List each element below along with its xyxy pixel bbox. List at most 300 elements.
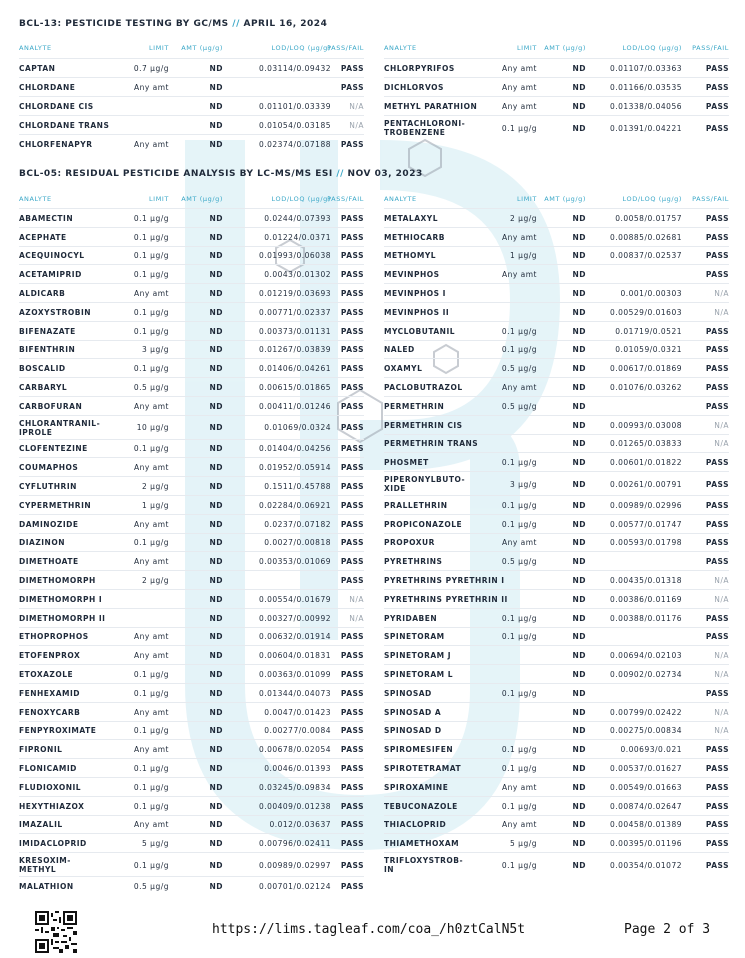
- limit-value: 3 µg/g: [142, 345, 169, 355]
- table-row: [384, 645, 729, 665]
- table-row: [384, 758, 729, 778]
- table-row: [384, 227, 729, 247]
- amount-value: ND: [572, 420, 586, 430]
- pass-fail-status: PASS: [340, 213, 364, 223]
- lod-loq-value: 0.00874/0.02647: [609, 801, 682, 811]
- lod-loq-value: 0.00409/0.01238: [258, 801, 331, 811]
- amount-value: ND: [572, 326, 586, 336]
- amount-value: ND: [572, 213, 586, 223]
- lod-loq-value: 0.01391/0.04221: [609, 123, 682, 133]
- analyte-name: CHLORANTRANIL- IPROLE: [19, 418, 101, 437]
- analyte-name: SPINETORAM L: [384, 670, 454, 680]
- lod-loq-value: 0.00549/0.01663: [609, 782, 682, 792]
- amount-value: ND: [209, 140, 223, 149]
- analyte-name: PHOSMET: [384, 458, 429, 468]
- amount-value: ND: [209, 326, 223, 336]
- analyte-name: TEBUCONAZOLE: [384, 801, 458, 811]
- lod-loq-value: 0.01069/0.0324: [264, 423, 331, 433]
- table-row: [19, 758, 364, 778]
- amount-value: ND: [209, 782, 223, 792]
- amount-value: ND: [209, 613, 223, 623]
- analyte-name: DICHLORVOS: [384, 83, 444, 92]
- amount-value: ND: [572, 576, 586, 586]
- pass-fail-status: PASS: [705, 345, 729, 355]
- pass-fail-status: PASS: [340, 463, 364, 473]
- table-row: [19, 396, 364, 416]
- analyte-name: IMAZALIL: [19, 820, 63, 830]
- pass-fail-status: PASS: [340, 670, 364, 680]
- limit-value: Any amt: [133, 745, 169, 755]
- lod-loq-value: 0.01166/0.03535: [609, 83, 682, 92]
- pass-fail-status: PASS: [340, 782, 364, 792]
- pass-fail-status: N/A: [349, 121, 364, 130]
- pass-fail-status: PASS: [705, 613, 729, 623]
- limit-value: Any amt: [133, 83, 169, 92]
- analyte-name: MEVINPHOS: [384, 270, 440, 280]
- amount-value: ND: [572, 651, 586, 661]
- analyte-name: PIPERONYLBUTO- XIDE: [384, 475, 466, 494]
- limit-value: 0.1 µg/g: [501, 860, 537, 870]
- amount-value: ND: [572, 820, 586, 830]
- amount-value: ND: [572, 557, 586, 567]
- column-header-pf: PASS/FAIL: [327, 44, 364, 52]
- table-row: [384, 664, 729, 684]
- limit-value: 5 µg/g: [510, 839, 537, 849]
- pass-fail-status: PASS: [340, 383, 364, 393]
- amount-value: ND: [572, 123, 586, 133]
- table-row: [19, 551, 364, 571]
- limit-value: 0.1 µg/g: [133, 364, 169, 374]
- pass-fail-status: PASS: [705, 557, 729, 567]
- analyte-name: PYRETHRINS: [384, 557, 443, 567]
- amount-value: ND: [572, 458, 586, 468]
- amount-value: ND: [572, 707, 586, 717]
- table-row: [19, 321, 364, 341]
- table-row: [384, 340, 729, 360]
- analyte-name: DIMETHOATE: [19, 557, 79, 567]
- pass-fail-status: N/A: [714, 670, 729, 680]
- analyte-name: ACEQUINOCYL: [19, 251, 85, 261]
- table-row: [384, 608, 729, 628]
- pass-fail-status: PASS: [340, 364, 364, 374]
- pass-fail-status: PASS: [340, 140, 364, 149]
- amount-value: ND: [209, 213, 223, 223]
- analyte-name: BIFENTHRIN: [19, 345, 76, 355]
- pass-fail-status: PASS: [340, 423, 364, 433]
- lod-loq-value: 0.01219/0.03693: [258, 289, 331, 299]
- table-row: [384, 627, 729, 647]
- table-row: [384, 264, 729, 284]
- pass-fail-status: N/A: [349, 102, 364, 111]
- analyte-name: THIAMETHOXAM: [384, 839, 460, 849]
- pass-fail-status: N/A: [714, 594, 729, 604]
- table-row: [19, 246, 364, 266]
- table-row: [19, 514, 364, 534]
- table-row: [384, 721, 729, 741]
- table-row: [384, 815, 729, 835]
- analyte-name: METALAXYL: [384, 213, 439, 223]
- lod-loq-value: 0.0027/0.00818: [264, 538, 331, 548]
- pass-fail-status: N/A: [714, 289, 729, 299]
- table-row: [19, 340, 364, 360]
- table-row: [19, 495, 364, 515]
- amount-value: ND: [209, 801, 223, 811]
- column-header-limit: LIMIT: [516, 44, 537, 52]
- limit-value: Any amt: [501, 102, 537, 111]
- table-row: [384, 77, 729, 97]
- limit-value: 0.1 µg/g: [133, 444, 169, 454]
- lod-loq-value: 0.00327/0.00992: [258, 613, 331, 623]
- amount-value: ND: [209, 632, 223, 642]
- analyte-name: SPINOSAD: [384, 688, 432, 698]
- amount-value: ND: [209, 289, 223, 299]
- lod-loq-value: 0.00353/0.01069: [258, 557, 331, 567]
- table-row: [384, 683, 729, 703]
- pass-fail-status: PASS: [340, 538, 364, 548]
- lod-loq-value: 0.01059/0.0321: [615, 345, 682, 355]
- pass-fail-status: PASS: [340, 688, 364, 698]
- lod-loq-value: 0.00632/0.01914: [258, 632, 331, 642]
- table-row: [19, 570, 364, 590]
- pass-fail-status: PASS: [340, 519, 364, 529]
- limit-value: Any amt: [133, 140, 169, 149]
- pass-fail-status: PASS: [340, 820, 364, 830]
- lod-loq-value: 0.01107/0.03363: [609, 64, 682, 73]
- amount-value: ND: [572, 289, 586, 299]
- analyte-name: METHOMYL: [384, 251, 437, 261]
- amount-value: ND: [209, 839, 223, 849]
- analyte-name: DIMETHOMORPH II: [19, 613, 106, 623]
- lod-loq-value: 0.00771/0.02337: [258, 307, 331, 317]
- lod-loq-value: 0.00694/0.02103: [609, 651, 682, 661]
- amount-value: ND: [209, 463, 223, 473]
- table-row: [384, 415, 729, 435]
- pass-fail-status: PASS: [705, 820, 729, 830]
- limit-value: 0.1 µg/g: [133, 782, 169, 792]
- lod-loq-value: 0.00277/0.0084: [264, 726, 331, 736]
- pass-fail-status: PASS: [340, 345, 364, 355]
- table-row: [384, 115, 729, 140]
- limit-value: Any amt: [501, 782, 537, 792]
- lod-loq-value: 0.03114/0.09432: [258, 64, 331, 73]
- table-row: [384, 551, 729, 571]
- table-row: [384, 246, 729, 266]
- amount-value: ND: [572, 232, 586, 242]
- pass-fail-status: PASS: [340, 881, 364, 891]
- analyte-name: SPIROXAMINE: [384, 782, 449, 792]
- amount-value: ND: [209, 519, 223, 529]
- amount-value: ND: [572, 251, 586, 261]
- lod-loq-value: 0.00363/0.01099: [258, 670, 331, 680]
- analyte-name: PERMETHRIN CIS: [384, 420, 463, 430]
- column-header-pf: PASS/FAIL: [692, 44, 729, 52]
- amount-value: ND: [209, 270, 223, 280]
- amount-value: ND: [209, 83, 223, 92]
- analyte-name: ACETAMIPRID: [19, 270, 82, 280]
- pass-fail-status: N/A: [714, 576, 729, 586]
- table-row: [19, 533, 364, 553]
- pass-fail-status: PASS: [340, 232, 364, 242]
- table-row: [19, 377, 364, 397]
- table-row: [384, 570, 729, 590]
- lod-loq-value: 0.01265/0.03833: [609, 439, 682, 449]
- pass-fail-status: PASS: [705, 479, 729, 489]
- amount-value: ND: [209, 726, 223, 736]
- analyte-name: ABAMECTIN: [19, 213, 74, 223]
- analyte-name: DIMETHOMORPH I: [19, 594, 103, 604]
- pass-fail-status: PASS: [340, 557, 364, 567]
- table-row: [384, 96, 729, 116]
- limit-value: Any amt: [501, 270, 537, 280]
- limit-value: Any amt: [133, 651, 169, 661]
- lod-loq-value: 0.0058/0.01757: [615, 213, 682, 223]
- amount-value: ND: [209, 423, 223, 433]
- table-row: [384, 452, 729, 472]
- pass-fail-status: PASS: [705, 688, 729, 698]
- limit-value: 0.5 µg/g: [133, 881, 169, 891]
- lod-loq-value: 0.00993/0.03008: [609, 420, 682, 430]
- column-header-amt: AMT (µg/g): [544, 195, 586, 203]
- table-row: [19, 264, 364, 284]
- pass-fail-status: N/A: [714, 726, 729, 736]
- analyte-name: PYRETHRINS PYRETHRIN I: [384, 576, 505, 586]
- pass-fail-status: PASS: [340, 801, 364, 811]
- pass-fail-status: PASS: [705, 801, 729, 811]
- lod-loq-value: 0.01719/0.0521: [615, 326, 682, 336]
- pass-fail-status: PASS: [705, 839, 729, 849]
- pass-fail-status: N/A: [714, 420, 729, 430]
- limit-value: Any amt: [501, 383, 537, 393]
- limit-value: 1 µg/g: [142, 500, 169, 510]
- pass-fail-status: PASS: [340, 651, 364, 661]
- amount-value: ND: [209, 444, 223, 454]
- table-row: [384, 589, 729, 609]
- table-row: [19, 208, 364, 228]
- table-row: [384, 471, 729, 496]
- amount-value: ND: [572, 764, 586, 774]
- limit-value: 0.1 µg/g: [133, 326, 169, 336]
- table-row: [19, 645, 364, 665]
- pass-fail-status: N/A: [349, 613, 364, 623]
- limit-value: Any amt: [133, 463, 169, 473]
- lod-loq-value: 0.00604/0.01831: [258, 651, 331, 661]
- table-row: [19, 115, 364, 135]
- table-row: [384, 58, 729, 78]
- amount-value: ND: [572, 64, 586, 73]
- lod-loq-value: 0.01406/0.04261: [258, 364, 331, 374]
- analyte-name: ETOXAZOLE: [19, 670, 74, 680]
- analyte-name: METHYL PARATHION: [384, 102, 478, 111]
- amount-value: ND: [209, 651, 223, 661]
- limit-value: 0.1 µg/g: [501, 326, 537, 336]
- column-header-limit: LIMIT: [148, 44, 169, 52]
- pass-fail-status: PASS: [340, 632, 364, 642]
- table-row: [19, 796, 364, 816]
- analyte-name: FLUDIOXONIL: [19, 782, 82, 792]
- lod-loq-value: 0.0043/0.01302: [264, 270, 331, 280]
- column-header-limit: LIMIT: [148, 195, 169, 203]
- pass-fail-status: PASS: [705, 83, 729, 92]
- limit-value: 0.1 µg/g: [501, 519, 537, 529]
- table-row: [19, 358, 364, 378]
- pass-fail-status: PASS: [340, 64, 364, 73]
- lod-loq-value: 0.01338/0.04056: [609, 102, 682, 111]
- pass-fail-status: PASS: [705, 232, 729, 242]
- qr-code-icon: [35, 911, 77, 953]
- analyte-name: DIMETHOMORPH: [19, 576, 96, 586]
- limit-value: 0.1 µg/g: [133, 251, 169, 261]
- lod-loq-value: 0.0244/0.07393: [264, 213, 331, 223]
- pass-fail-status: PASS: [340, 444, 364, 454]
- amount-value: ND: [209, 401, 223, 411]
- lod-loq-value: 0.00593/0.01798: [609, 538, 682, 548]
- pass-fail-status: PASS: [340, 576, 364, 586]
- table-row: [384, 434, 729, 454]
- lod-loq-value: 0.00989/0.02997: [258, 860, 331, 870]
- table-row: [384, 396, 729, 416]
- page-number: Page 2 of 3: [624, 922, 711, 937]
- amount-value: ND: [572, 364, 586, 374]
- analyte-name: MEVINPHOS II: [384, 307, 450, 317]
- analyte-name: CHLORDANE CIS: [19, 102, 94, 111]
- column-header-lod: LOD/LOQ (µg/g): [622, 44, 682, 52]
- table-row: [384, 377, 729, 397]
- pass-fail-status: PASS: [705, 745, 729, 755]
- analyte-name: COUMAPHOS: [19, 463, 79, 473]
- analyte-name: BOSCALID: [19, 364, 66, 374]
- limit-value: 0.1 µg/g: [501, 613, 537, 623]
- pass-fail-status: PASS: [340, 326, 364, 336]
- amount-value: ND: [209, 670, 223, 680]
- table-row: [384, 358, 729, 378]
- pass-fail-status: PASS: [705, 102, 729, 111]
- lod-loq-value: 0.01952/0.05914: [258, 463, 331, 473]
- column-header-analyte: ANALYTE: [19, 44, 52, 52]
- amount-value: ND: [572, 345, 586, 355]
- pass-fail-status: PASS: [340, 860, 364, 870]
- table-row: [19, 589, 364, 609]
- table-row: [19, 415, 364, 440]
- table-row: [19, 852, 364, 877]
- limit-value: 0.1 µg/g: [501, 764, 537, 774]
- analyte-name: AZOXYSTROBIN: [19, 307, 92, 317]
- limit-value: 0.1 µg/g: [501, 500, 537, 510]
- lod-loq-value: 0.00261/0.00791: [609, 479, 682, 489]
- lod-loq-value: 0.0047/0.01423: [264, 707, 331, 717]
- analyte-name: CAPTAN: [19, 64, 56, 73]
- analyte-name: FENPYROXIMATE: [19, 726, 97, 736]
- table-row: [384, 739, 729, 759]
- lod-loq-value: 0.00617/0.01869: [609, 364, 682, 374]
- analyte-name: CHLORPYRIFOS: [384, 64, 455, 73]
- amount-value: ND: [209, 576, 223, 586]
- limit-value: 0.1 µg/g: [133, 270, 169, 280]
- table-row: [19, 664, 364, 684]
- lod-loq-value: 0.02284/0.06921: [258, 500, 331, 510]
- amount-value: ND: [572, 782, 586, 792]
- limit-value: 2 µg/g: [510, 213, 537, 223]
- column-header-lod: LOD/LOQ (µg/g): [622, 195, 682, 203]
- amount-value: ND: [572, 500, 586, 510]
- column-header-limit: LIMIT: [516, 195, 537, 203]
- analyte-name: PACLOBUTRAZOL: [384, 383, 463, 393]
- analyte-name: IMIDACLOPRID: [19, 839, 87, 849]
- analyte-name: MEVINPHOS I: [384, 289, 446, 299]
- pass-fail-status: PASS: [705, 538, 729, 548]
- table-row: [19, 476, 364, 496]
- amount-value: ND: [572, 594, 586, 604]
- lod-loq-value: 0.01076/0.03262: [609, 383, 682, 393]
- amount-value: ND: [572, 383, 586, 393]
- analyte-name: CYPERMETHRIN: [19, 500, 92, 510]
- lod-loq-value: 0.00458/0.01389: [609, 820, 682, 830]
- amount-value: ND: [572, 745, 586, 755]
- analyte-name: DAMINOZIDE: [19, 519, 79, 529]
- limit-value: 0.1 µg/g: [133, 232, 169, 242]
- lod-loq-value: 0.0237/0.07182: [264, 519, 331, 529]
- analyte-name: METHIOCARB: [384, 232, 445, 242]
- pass-fail-status: PASS: [340, 482, 364, 492]
- analyte-name: PRALLETHRIN: [384, 500, 448, 510]
- amount-value: ND: [209, 482, 223, 492]
- pass-fail-status: N/A: [349, 594, 364, 604]
- limit-value: 3 µg/g: [510, 479, 537, 489]
- pass-fail-status: PASS: [705, 123, 729, 133]
- section-title-lcms: BCL-05: RESIDUAL PESTICIDE ANALYSIS BY LC-MS/MS ESI // NOV 03, 2023: [19, 169, 423, 179]
- limit-value: 0.1 µg/g: [501, 458, 537, 468]
- lod-loq-value: 0.00275/0.00834: [609, 726, 682, 736]
- amount-value: ND: [572, 688, 586, 698]
- table-row: [384, 852, 729, 877]
- analyte-name: SPINOSAD D: [384, 726, 442, 736]
- table-row: [384, 533, 729, 553]
- amount-value: ND: [572, 801, 586, 811]
- pass-fail-status: PASS: [340, 270, 364, 280]
- table-row: [19, 815, 364, 835]
- lod-loq-value: 0.01224/0.0371: [264, 232, 331, 242]
- analyte-name: MYCLOBUTANIL: [384, 326, 456, 336]
- table-row: [384, 208, 729, 228]
- amount-value: ND: [209, 500, 223, 510]
- lod-loq-value: 0.00601/0.01822: [609, 458, 682, 468]
- lod-loq-value: 0.02374/0.07188: [258, 140, 331, 149]
- footer-url-link[interactable]: https://lims.tagleaf.com/coa_/h0ztCalN5t: [212, 922, 526, 937]
- lod-loq-value: 0.00615/0.01865: [258, 383, 331, 393]
- analyte-name: SPIROTETRAMAT: [384, 764, 462, 774]
- amount-value: ND: [209, 881, 223, 891]
- amount-value: ND: [572, 83, 586, 92]
- table-row: [19, 833, 364, 853]
- amount-value: ND: [209, 251, 223, 261]
- table-row: [19, 876, 364, 896]
- amount-value: ND: [209, 745, 223, 755]
- column-header-analyte: ANALYTE: [19, 195, 52, 203]
- analyte-name: CHLORDANE TRANS: [19, 121, 110, 130]
- analyte-name: CLOFENTEZINE: [19, 444, 88, 454]
- table-row: [19, 96, 364, 116]
- limit-value: 0.5 µg/g: [501, 557, 537, 567]
- lod-loq-value: 0.00435/0.01318: [609, 576, 682, 586]
- lod-loq-value: 0.00354/0.01072: [609, 860, 682, 870]
- analyte-name: CARBOFURAN: [19, 401, 83, 411]
- amount-value: ND: [209, 707, 223, 717]
- analyte-name: SPIROMESIFEN: [384, 745, 454, 755]
- analyte-name: PYRETHRINS PYRETHRIN II: [384, 594, 508, 604]
- table-row: [384, 495, 729, 515]
- analyte-name: OXAMYL: [384, 364, 423, 374]
- amount-value: ND: [572, 839, 586, 849]
- table-row: [19, 777, 364, 797]
